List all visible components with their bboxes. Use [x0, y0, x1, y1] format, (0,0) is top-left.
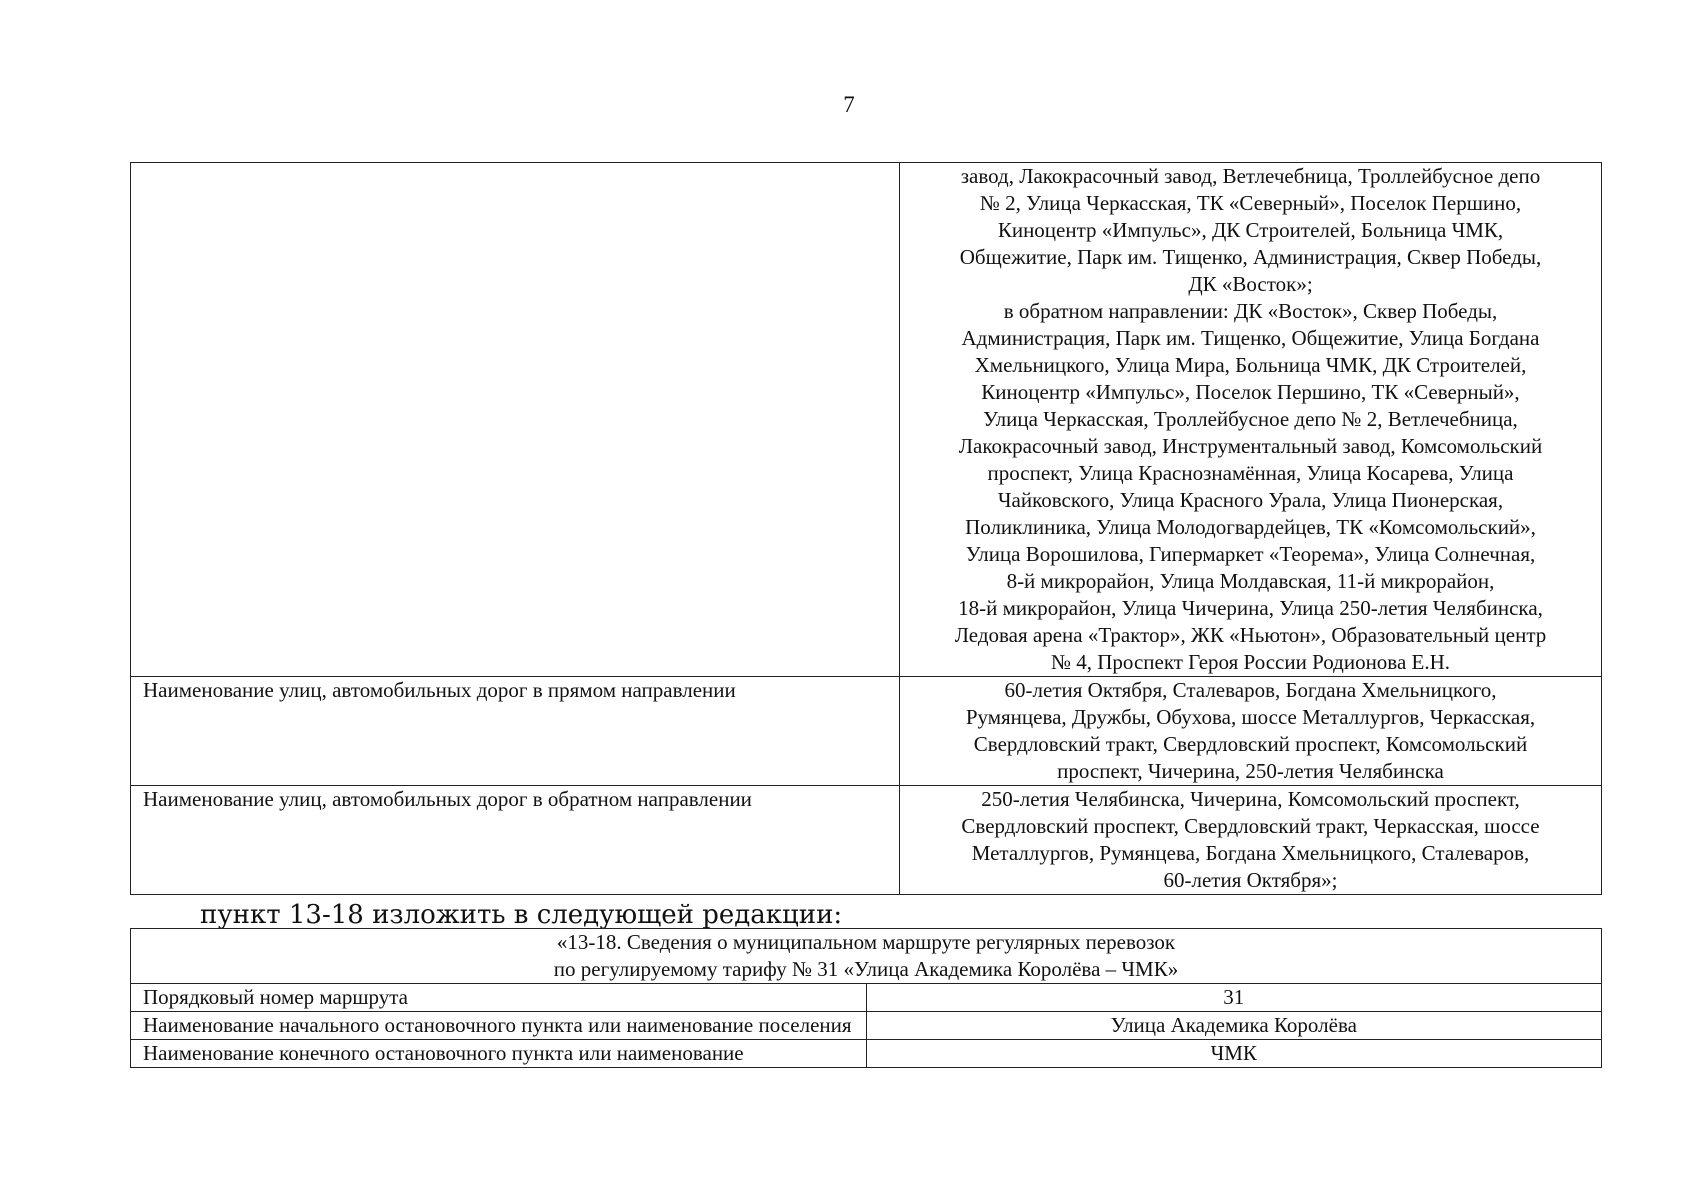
end-stop-value: ЧМК [866, 1040, 1602, 1068]
route-31-header: «13-18. Сведения о муниципальном маршруте регулярных перевозок по регулируемому тарифу № 31 «Улица Академика Королёва – ЧМК» [131, 929, 1602, 984]
route-31-table [130, 928, 1602, 1068]
route-number-label: Порядковый номер маршрута [131, 984, 867, 1012]
route-number-value: 31 [866, 984, 1602, 1012]
forward-streets-value: 60-летия Октября, Сталеваров, Богдана Хмельницкого, Румянцева, Дружбы, Обухова, шоссе Металлургов, Черкасская, Свердловский тракт, Свердловский проспект, Комсомольский проспект, Чичерина, 250-летия Челябинска [900, 677, 1602, 786]
start-stop-label: Наименование начального остановочного пункта или наименование поселения [131, 1012, 867, 1040]
table-row [131, 1040, 1602, 1068]
stops-list-cell: завод, Лакокрасочный завод, Ветлечебница, Троллейбусное депо № 2, Улица Черкасская, ТК «Северный», Поселок Першино, Киноцентр «Импульс», ДК Строителей, Больница ЧМК, Общежитие, Парк им. Тищенко, Администрация, Сквер Победы, ДК «Восток»; в обратном направлении: ДК «Восток», Сквер Победы, Администрация, Парк им. Тищенко, Общежитие, Улица Богдана Хмельницкого, Улица Мира, Больница ЧМК, ДК Строителей, Киноцентр «Импульс», Поселок Першино, ТК «Северный», Улица Черкасская, Троллейбусное депо № 2, Ветлечебница, Лакокрасочный завод, Инструментальный завод, Комсомольский проспект, Улица Краснознамённая, Улица Косарева, Улица Чайковского, Улица Красного Урала, Улица Пионерская, Поликлиника, Улица Молодогвардейцев, ТК «Комсомольский», Улица Ворошилова, Гипермаркет «Теорема», Улица Солнечная, 8-й микрорайон, Улица Молдавская, 11-й микрорайон, 18-й микрорайон, Улица Чичерина, Улица 250-летия Челябинска, Ледовая арена «Трактор», ЖК «Ньютон», Образовательный центр № 4, Проспект Героя России Родионова Е.Н. [900, 163, 1602, 677]
empty-label-cell [131, 163, 900, 677]
route-stops-table [130, 162, 1602, 895]
end-stop-label: Наименование конечного остановочного пункта или наименование [131, 1040, 867, 1068]
table-row [131, 929, 1602, 984]
start-stop-value: Улица Академика Королёва [866, 1012, 1602, 1040]
table-row [131, 163, 1602, 677]
table-row [131, 984, 1602, 1012]
forward-streets-label: Наименование улиц, автомобильных дорог в прямом направлении [131, 677, 900, 786]
amendment-instruction: пункт 13-18 изложить в следующей редакции: [200, 900, 843, 930]
table-row [131, 1012, 1602, 1040]
page-number: 7 [843, 92, 855, 117]
reverse-streets-value: 250-летия Челябинска, Чичерина, Комсомольский проспект, Свердловский проспект, Свердловский тракт, Черкасская, шоссе Металлургов, Румянцева, Богдана Хмельницкого, Сталеваров, 60-летия Октября»; [900, 786, 1602, 895]
reverse-streets-label: Наименование улиц, автомобильных дорог в обратном направлении [131, 786, 900, 895]
table-row [131, 786, 1602, 895]
table-row [131, 677, 1602, 786]
